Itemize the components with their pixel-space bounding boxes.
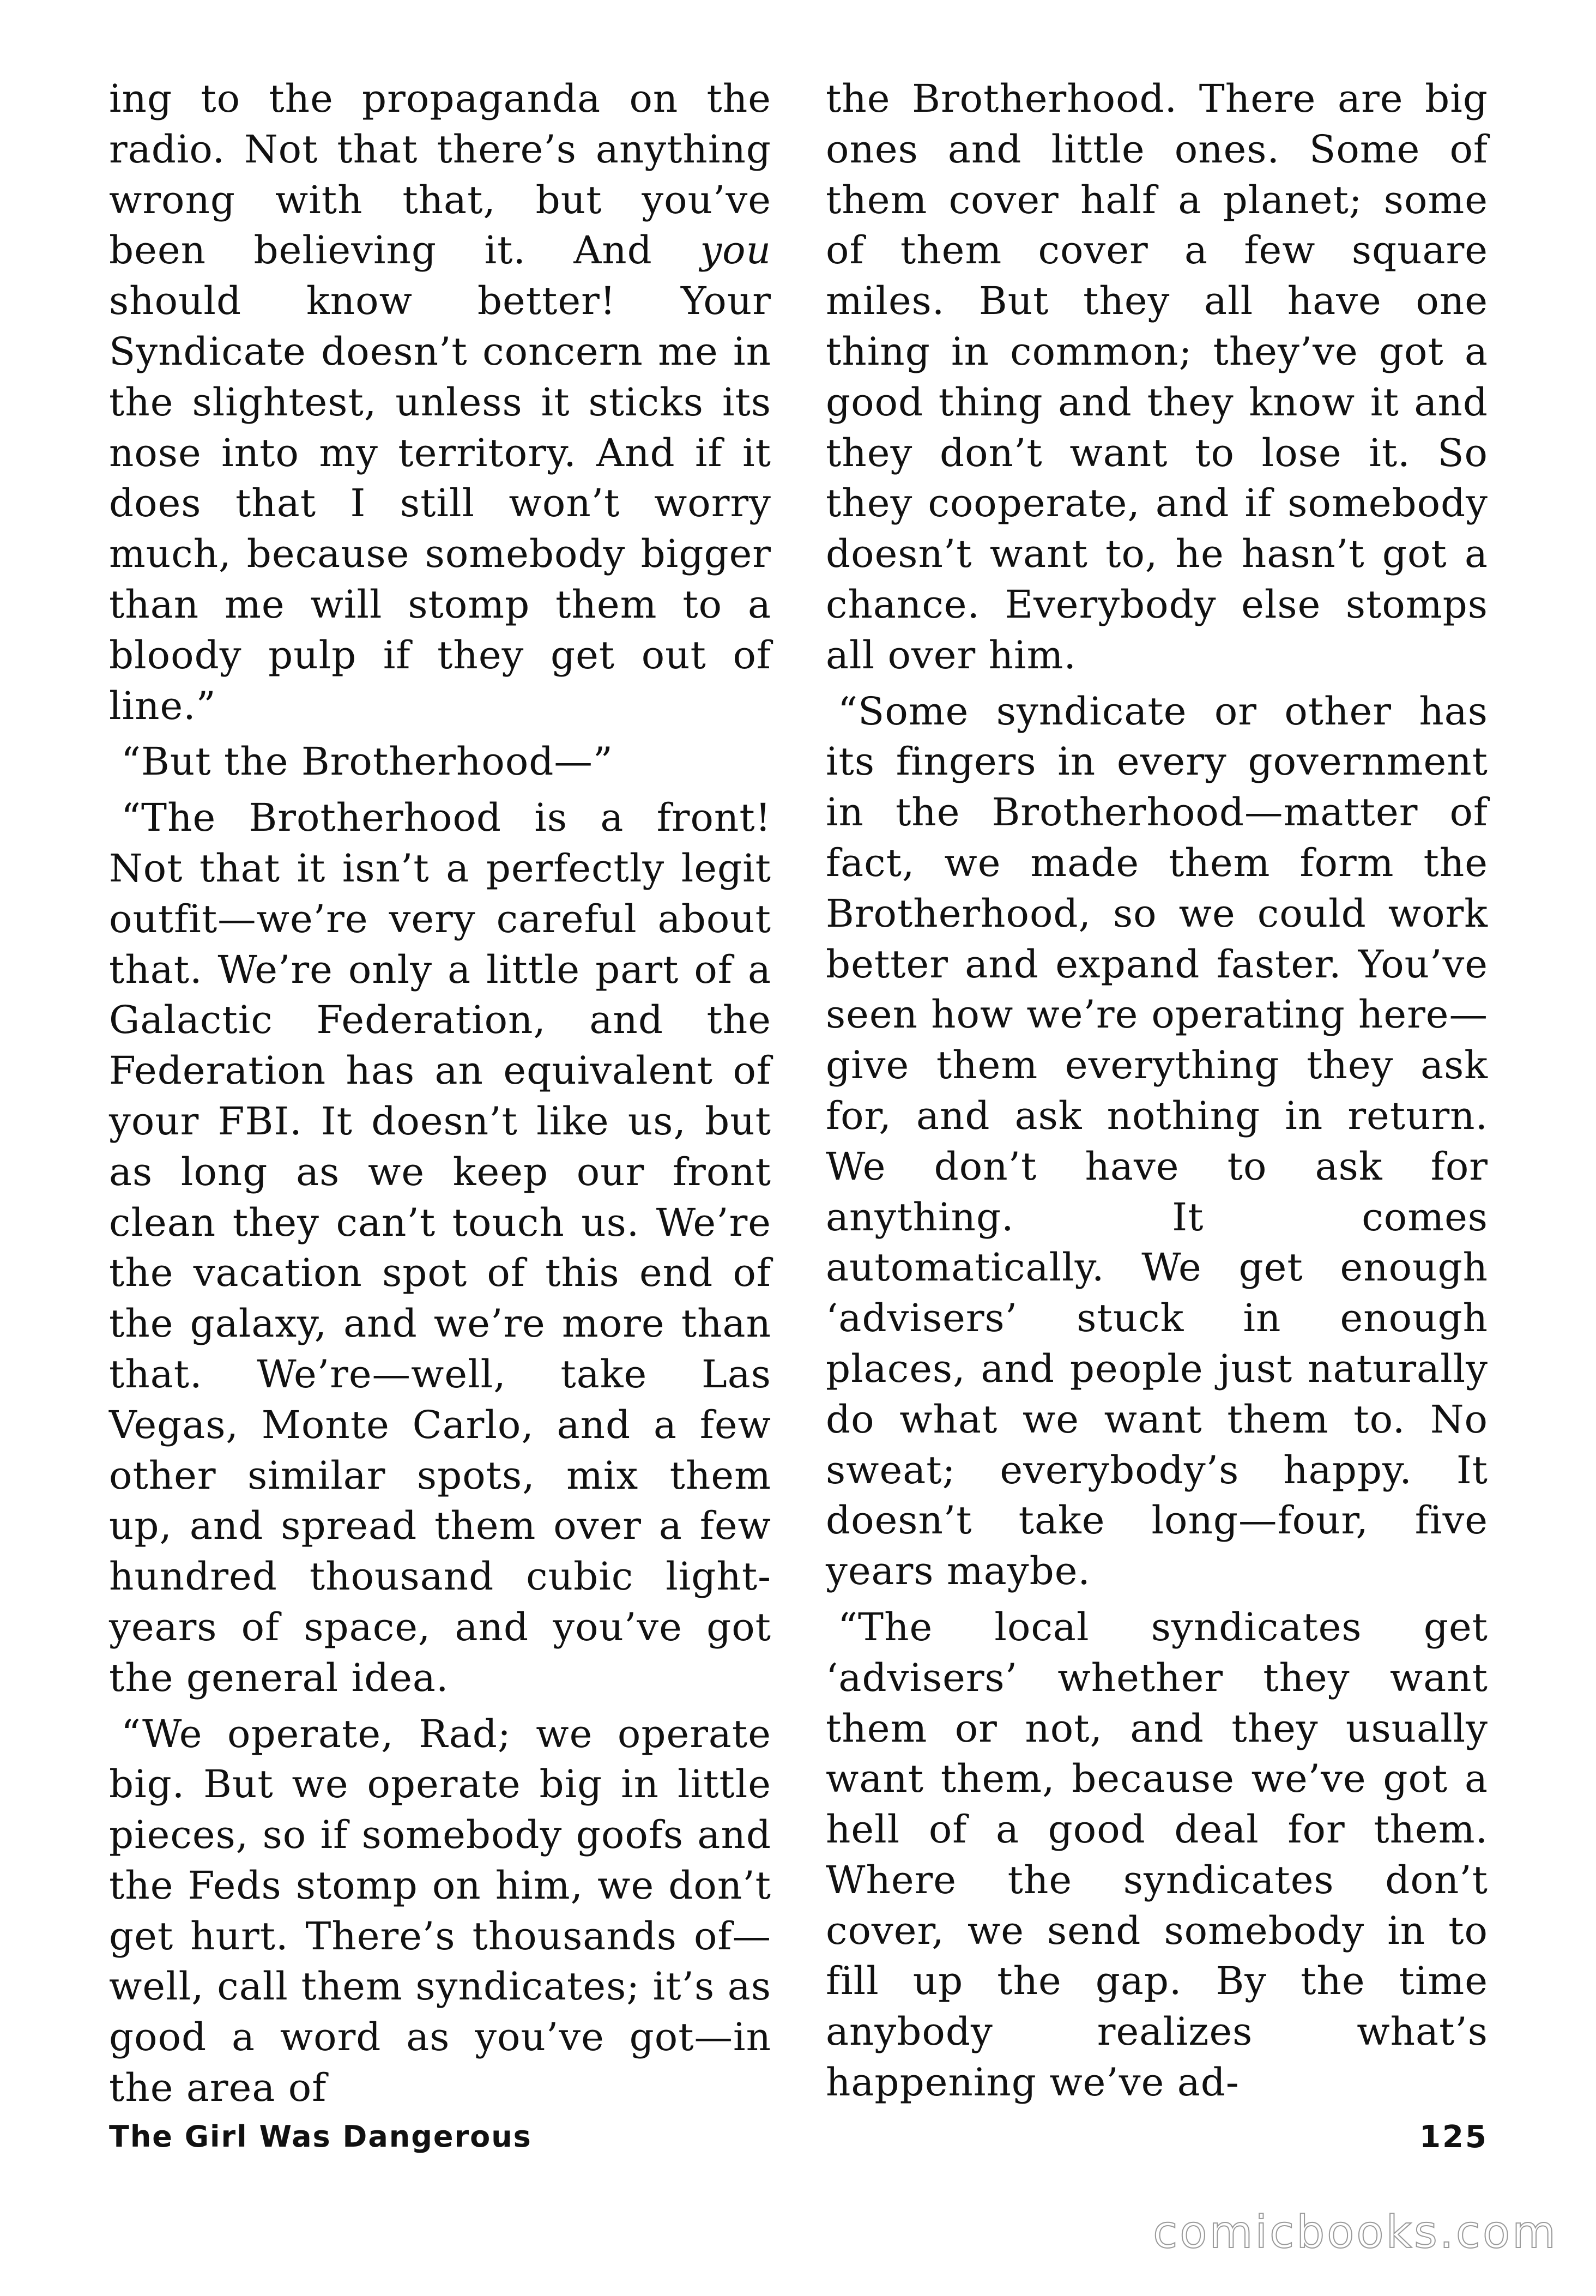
paragraph-brotherhood-is-a-front: “The Brotherhood is a front! Not that it isn’t a perfectly legit outfit—we’re very careful about that. We’re only a little part of a Galactic Federation, and the Federation has an equivalent of your FBI. It doesn’t like us, but as long as we keep our front clean they can’t touch us. We’re the vacation spot of this end of the galaxy, and we’re more than that. We’re—well, take Las Vegas, Monte Carlo, and a few other similar spots, mix them up, and spread them over a few hundred thousand cubic light-years of space, and you’ve got the general idea. <box>109 795 771 1700</box>
site-watermark: comicbooks.com <box>1153 2207 1558 2258</box>
text-run: ing to the propaganda on the radio. Not that there’s anything wrong with that, but you’ve been believing it. And <box>109 76 771 273</box>
page-number: 125 <box>1419 2119 1488 2155</box>
page-footer <box>109 2119 1488 2163</box>
emphasized-word: you <box>700 228 771 273</box>
paragraph-we-operate: “We operate, Rad; we operate big. But we operate big in little pieces, so if somebody goofs and the Feds stomp on him, we don’t get hurt. There’s thousands of—well, call them syndicates; it’s as good a word as you’ve got—in the area of <box>109 1711 771 2111</box>
text-run: should know better! Your Syndicate doesn’t concern me in the slightest, unless it sticks its nose into my territory. And if it does that I still won’t worry much, because somebody bigger than me will stomp them to a bloody pulp if they get out of line.” <box>109 279 771 728</box>
paragraph-local-syndicates: “The local syndicates get ‘advisers’ whether they want them or not, and they usually want them, because we’ve got a hell of a good deal for them. Where the syndicates don’t cover, we send somebody in to fill up the gap. By the time anybody realizes what’s happening we’ve ad- <box>826 1604 1488 2105</box>
paragraph-but-the-brotherhood: “But the Brotherhood—” <box>121 739 613 784</box>
right-text-column <box>826 74 1488 2113</box>
paragraph-propaganda <box>109 74 771 731</box>
left-text-column <box>109 74 771 2119</box>
paragraph-big-ones-little-ones: the Brotherhood. There are big ones and little ones. Some of them cover half a planet; some of them cover a few square miles. But they all have one thing in common; they’ve got a good thing and they know it and they don’t want to lose it. So they cooperate, and if somebody doesn’t want to, he hasn’t got a chance. Everybody else stomps all over him. <box>826 76 1488 678</box>
running-title: The Girl Was Dangerous <box>109 2119 532 2154</box>
paragraph-some-syndicate: “Some syndicate or other has its fingers in every government in the Brotherhood—matter of fact, we made them form the Brotherhood, so we could work better and expand faster. You’ve seen how we’re operating here—give them everything they ask for, and ask nothing in return. We don’t have to ask for anything. It comes automatically. We get enough ‘advisers’ stuck in enough places, and people just naturally do what we want them to. No sweat; everybody’s happy. It doesn’t take long—four, five years maybe. <box>826 688 1488 1594</box>
